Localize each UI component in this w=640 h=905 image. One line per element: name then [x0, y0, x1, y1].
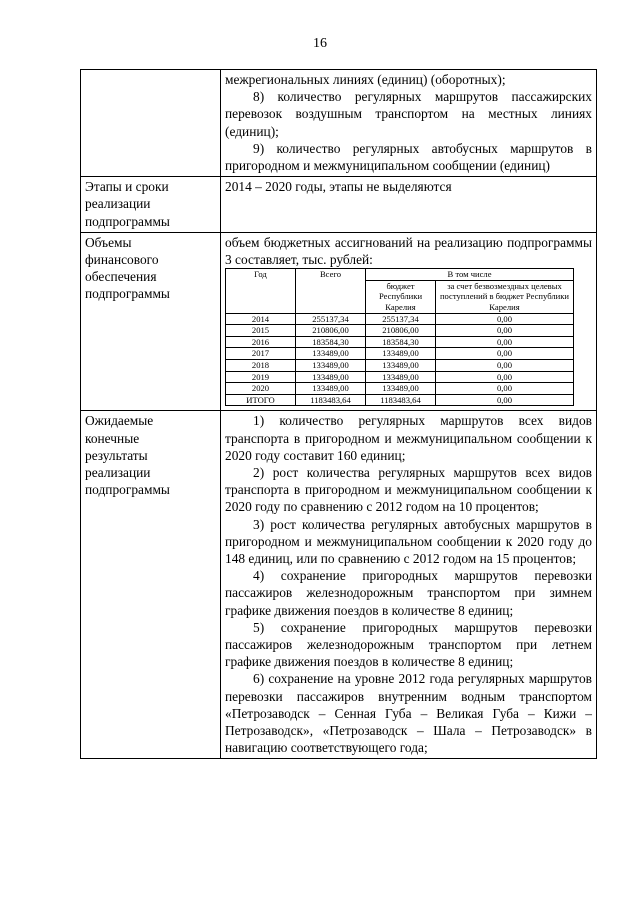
- label-line: Ожидаемые: [85, 413, 154, 429]
- stages-label: [81, 177, 221, 233]
- label-line: Этапы и сроки: [85, 179, 169, 195]
- label-line: финансового: [85, 252, 159, 268]
- budget-cell: 133489,00: [366, 359, 436, 371]
- total-cell: 183584,30: [296, 336, 366, 348]
- continuation-content-cell: [221, 70, 597, 177]
- label-line: Объемы: [85, 234, 132, 250]
- table-total-row: [226, 394, 574, 406]
- table-row: [226, 325, 574, 337]
- budget-cell: 1183483,64: [366, 394, 436, 406]
- funding-breakdown-table: [225, 268, 574, 406]
- total-cell: 133489,00: [296, 348, 366, 360]
- year-cell: 2014: [226, 313, 296, 325]
- budget-cell: 133489,00: [366, 383, 436, 395]
- funding-content: [221, 232, 597, 411]
- year-cell: 2016: [226, 336, 296, 348]
- gratuitous-cell: 0,00: [436, 313, 574, 325]
- label-line: подпрограммы: [85, 286, 170, 302]
- stages-row: [81, 177, 597, 233]
- stages-content: [221, 177, 597, 233]
- table-row: [226, 313, 574, 325]
- table-row: [226, 359, 574, 371]
- year-cell: 2018: [226, 359, 296, 371]
- label-line: обеспечения: [85, 269, 157, 285]
- funding-label: [81, 232, 221, 411]
- header-total: Всего: [296, 269, 366, 313]
- results-content: [221, 411, 597, 759]
- label-line: реализации: [85, 196, 151, 212]
- result-item-4: 4) сохранение пригородных маршрутов перевозки пассажиров железнодорожным транспортом при зимнем графике движения поездов в количестве 8 единиц;: [225, 568, 592, 618]
- header-budget: бюджет Республики Карелия: [366, 280, 436, 313]
- year-cell: 2015: [226, 325, 296, 337]
- total-cell: 133489,00: [296, 383, 366, 395]
- stages-text: 2014 – 2020 годы, этапы не выделяются: [225, 179, 452, 195]
- label-line: реализации: [85, 464, 151, 480]
- header-gratuitous: за счет безвозмездных целевых поступлений в бюджет Республики Карелия: [436, 280, 574, 313]
- header-year: Год: [226, 269, 296, 313]
- gratuitous-cell: 0,00: [436, 394, 574, 406]
- total-cell: 210806,00: [296, 325, 366, 337]
- budget-cell: 255137,34: [366, 313, 436, 325]
- label-line: конечные: [85, 430, 140, 446]
- budget-cell: 133489,00: [366, 371, 436, 383]
- label-line: подпрограммы: [85, 213, 170, 229]
- result-item-5: 5) сохранение пригородных маршрутов перевозки пассажиров железнодорожным транспортом при летнем графике движения поездов в количестве 8 единиц;: [225, 619, 592, 670]
- continuation-label-cell: [81, 70, 221, 177]
- gratuitous-cell: 0,00: [436, 383, 574, 395]
- continuation-row: [81, 70, 597, 177]
- budget-cell: 133489,00: [366, 348, 436, 360]
- continuation-line: межрегиональных линиях (единиц) (оборотных);: [225, 72, 506, 87]
- total-cell: 133489,00: [296, 359, 366, 371]
- total-cell: 133489,00: [296, 371, 366, 383]
- table-row: [226, 336, 574, 348]
- label-line: подпрограммы: [85, 482, 170, 498]
- year-cell: ИТОГО: [226, 394, 296, 406]
- results-row: [81, 411, 597, 759]
- funding-text: объем бюджетных ассигнований на реализацию подпрограммы 3 составляет, тыс. рублей:: [225, 234, 592, 268]
- budget-cell: 210806,00: [366, 325, 436, 337]
- gratuitous-cell: 0,00: [436, 371, 574, 383]
- subprogram-passport-table: [80, 69, 597, 759]
- year-cell: 2017: [226, 348, 296, 360]
- total-cell: 1183483,64: [296, 394, 366, 406]
- results-label: [81, 411, 221, 759]
- total-cell: 255137,34: [296, 313, 366, 325]
- gratuitous-cell: 0,00: [436, 336, 574, 348]
- budget-cell: 183584,30: [366, 336, 436, 348]
- table-row: [226, 348, 574, 360]
- funding-row: [81, 232, 597, 411]
- gratuitous-cell: 0,00: [436, 325, 574, 337]
- table-row: [226, 383, 574, 395]
- result-item-6: 6) сохранение на уровне 2012 года регулярных маршрутов перевозки пассажиров внутренним водным транспортом «Петрозаводск – Сенная Губа – Великая Губа – Кижи – Петрозаводск», «Петрозаводск – Шала – Петрозаводск» в навигацию соответствующего года;: [225, 671, 592, 756]
- label-line: результаты: [85, 447, 148, 463]
- gratuitous-cell: 0,00: [436, 359, 574, 371]
- indicator-9: 9) количество регулярных автобусных маршрутов в пригородном и межмуниципальном сообщении (единиц): [225, 140, 592, 174]
- result-item-1: 1) количество регулярных маршрутов всех видов транспорта в пригородном и межмуниципальном сообщении к 2020 году составит 160 единиц;: [225, 413, 592, 463]
- year-cell: 2019: [226, 371, 296, 383]
- result-item-3: 3) рост количества регулярных автобусных маршрутов в пригородном и межмуниципальном сообщении к 2020 году до 148 единиц, или по сравнению с 2012 годом на 15 процентов;: [225, 516, 592, 566]
- page-number: 16: [313, 36, 327, 51]
- header-including: В том числе: [366, 269, 574, 281]
- table-row: [226, 371, 574, 383]
- result-item-2: 2) рост количества регулярных маршрутов всех видов транспорта в пригородном и межмуниципальном сообщении к 2020 году по сравнению с 2012 годом на 10 процентов;: [225, 464, 592, 515]
- gratuitous-cell: 0,00: [436, 348, 574, 360]
- year-cell: 2020: [226, 383, 296, 395]
- indicator-8: 8) количество регулярных маршрутов пассажирских перевозок воздушным транспортом на местных линиях (единиц);: [225, 89, 592, 139]
